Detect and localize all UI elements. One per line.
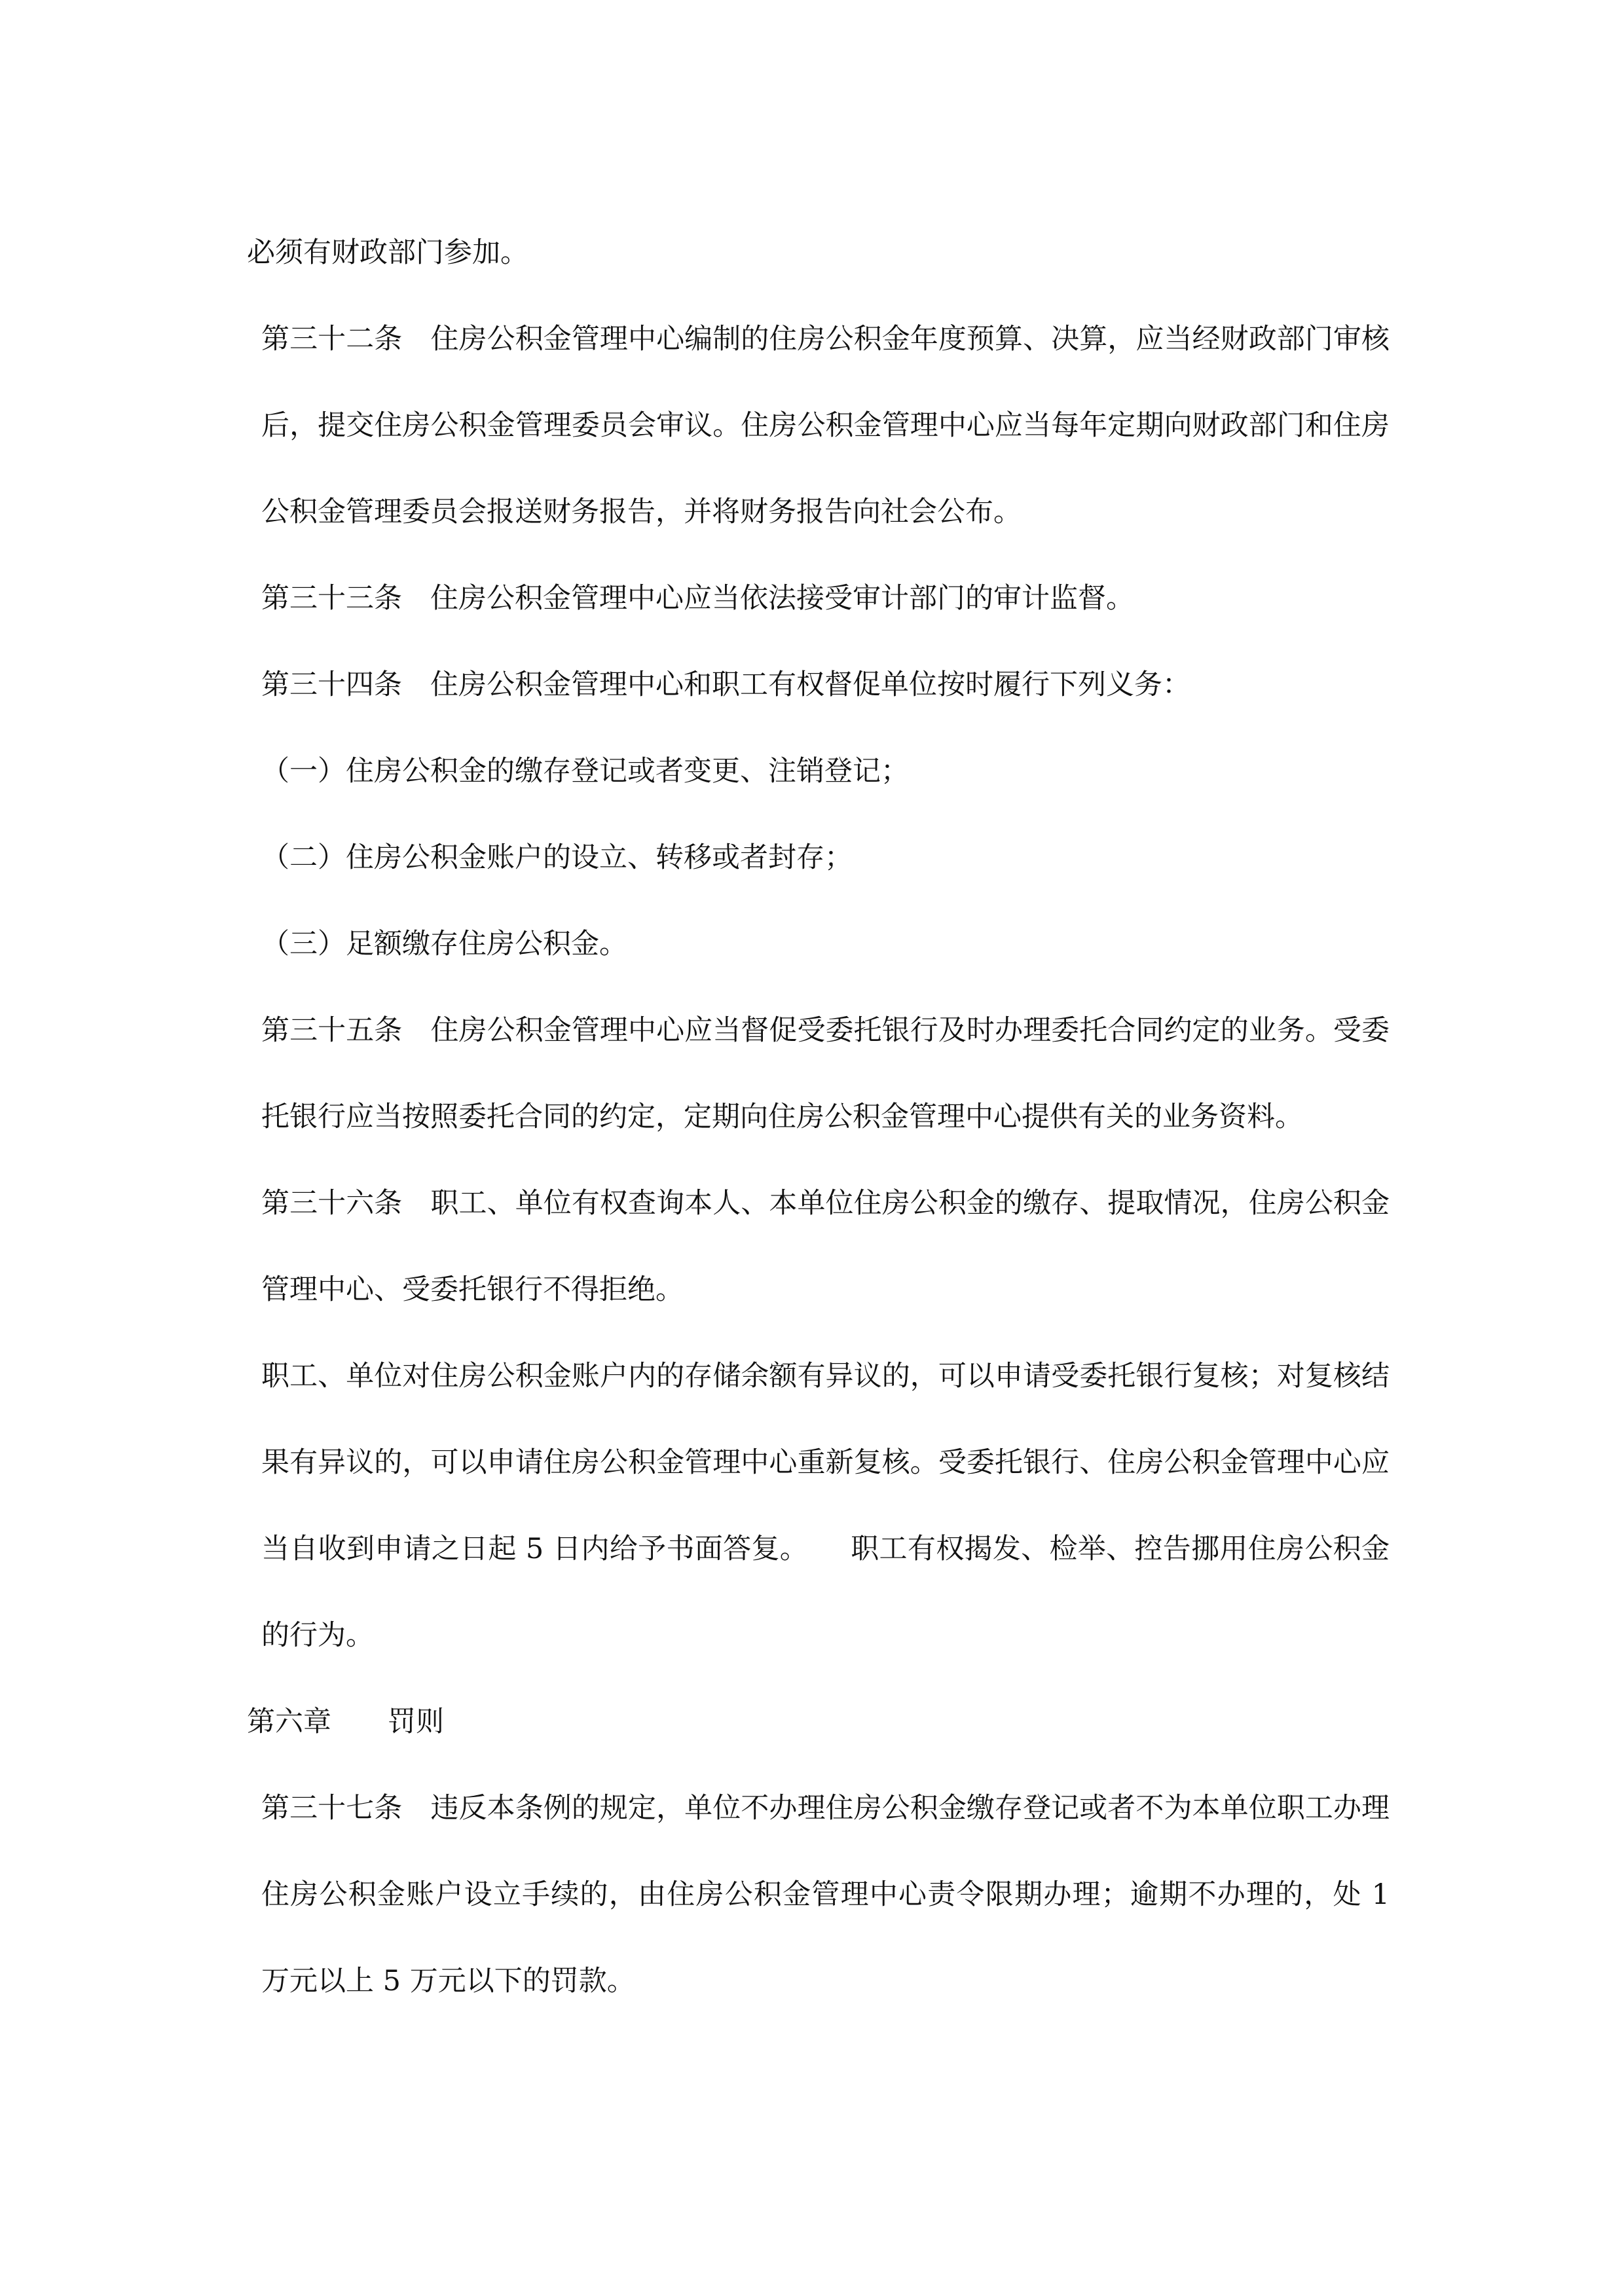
chapter-heading: 第六章 罚则 xyxy=(247,1705,444,1738)
article-34-item-2: （二）住房公积金账户的设立、转移或者封存； xyxy=(261,841,853,874)
article-36: 第三十六条 职工、单位有权查询本人、本单位住房公积金的缴存、提取情况，住房公积金管理中心、受委托银行不得拒绝。 xyxy=(261,1187,1390,1306)
article-34-item-1: （一）住房公积金的缴存登记或者变更、注销登记； xyxy=(261,755,909,788)
article-32: 第三十二条 住房公积金管理中心编制的住房公积金年度预算、决算，应当经财政部门审核后，提交住房公积金管理委员会审议。住房公积金管理中心应当每年定期向财政部门和住房公积金管理委员会报送财务报告，并将财务报告向社会公布。 xyxy=(261,323,1390,528)
article-33: 第三十三条 住房公积金管理中心应当依法接受审计部门的审计监督。 xyxy=(261,582,1134,615)
article-37: 第三十七条 违反本条例的规定，单位不办理住房公积金缴存登记或者不为本单位职工办理住房公积金账户设立手续的，由住房公积金管理中心责令限期办理；逾期不办理的，处 1 万元以上 5 万元以下的罚款。 xyxy=(261,1792,1390,1997)
article-36-paragraph-2: 职工、单位对住房公积金账户内的存储余额有异议的，可以申请受委托银行复核；对复核结果有异议的，可以申请住房公积金管理中心重新复核。受委托银行、住房公积金管理中心应当自收到申请之日起 5 日内给予书面答复。 职工有权揭发、检举、控告挪用住房公积金的行为。 xyxy=(261,1360,1390,1652)
article-34-item-3: （三）足额缴存住房公积金。 xyxy=(261,928,627,960)
article-35: 第三十五条 住房公积金管理中心应当督促受委托银行及时办理委托合同约定的业务。受委托银行应当按照委托合同的约定，定期向住房公积金管理中心提供有关的业务资料。 xyxy=(261,1014,1390,1133)
article-34: 第三十四条 住房公积金管理中心和职工有权督促单位按时履行下列义务： xyxy=(261,668,1190,701)
paragraph-continuation: 必须有财政部门参加。 xyxy=(247,236,528,269)
document-body xyxy=(247,210,1390,2024)
